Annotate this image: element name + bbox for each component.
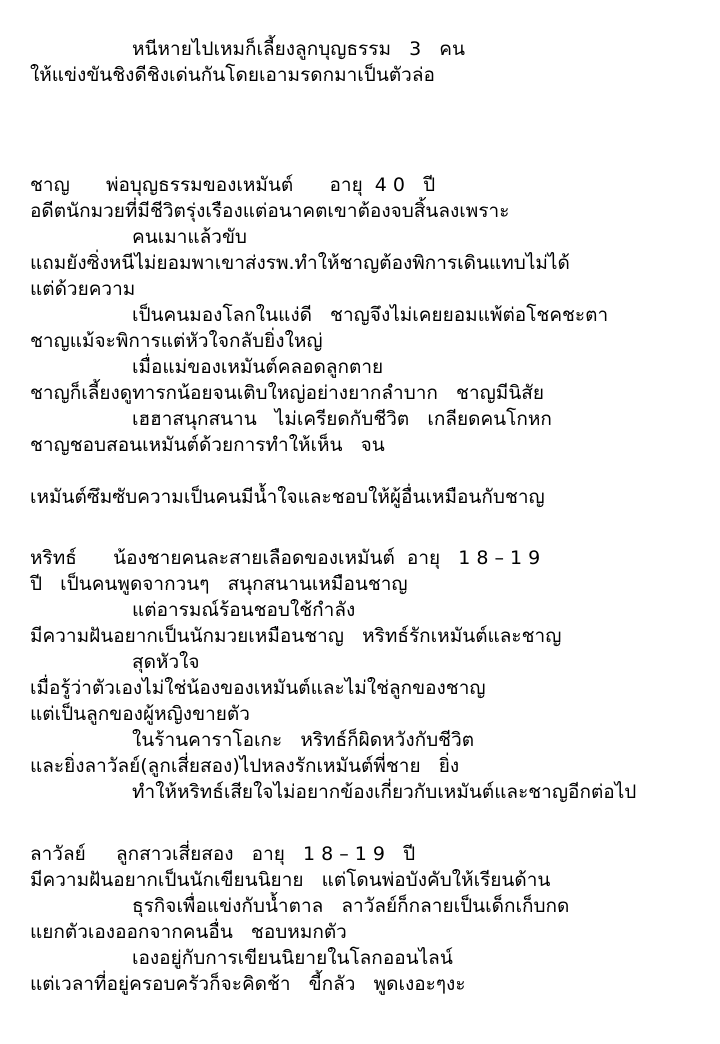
chan-line-5: แต่ด้วยความ [30,278,136,300]
harit-line-2: ปี เป็นคนพูดจากวนๆ สนุกสนานเหมือนชาญ [30,573,408,595]
harit-line-5: สุดหัวใจ [132,651,200,673]
intro-line-2: ให้แข่งขันชิงดีชิงเด่นกันโดยเอามรดกมาเป็นตัวล่อ [30,64,435,86]
harit-line-7: แต่เป็นลูกของผู้หญิงขายตัว [30,703,250,725]
chan-line-12: เหมันต์ซึมซับความเป็นคนมีน้ำใจและชอบให้ผู้อื่นเหมือนกับชาญ [30,486,545,508]
chan-line-4: แถมยังซิ่งหนีไม่ยอมพาเขาส่งรพ.ทำให้ชาญต้องพิการเดินแทบไม่ได้ [30,252,570,274]
chan-line-10: เฮฮาสนุกสนาน ไม่เครียดกับชีวิต เกลียดคนโกหก [132,408,552,430]
lawan-line-4: แยกตัวเองออกจากคนอื่น ชอบหมกตัว [30,921,347,943]
chan-line-8: เมื่อแม่ของเหมันต์คลอดลูกตาย [132,356,384,378]
chan-line-2: อดีตนักมวยที่มีชีวิตรุ่งเรืองแต่อนาคตเขาต้องจบสิ้นลงเพราะ [30,200,510,222]
harit-line-8: ในร้านคาราโอเกะ หริทธ์ก็ผิดหวังกับชีวิต [132,729,475,751]
harit-line-6: เมื่อรู้ว่าตัวเองไม่ใช่น้องของเหมันต์และไม่ใช่ลูกของชาญ [30,677,486,699]
chan-line-6: เป็นคนมองโลกในแง่ดี ชาญจึงไม่เคยยอมแพ้ต่อโชคชะตา [132,304,609,326]
lawan-heading-line: ลาวัลย์ ลูกสาวเสี่ยสอง อายุ 1 8 – 1 9 ปี [30,843,416,865]
harit-heading-line: หริทธ์ น้องชายคนละสายเลือดของเหมันต์ อายุ 1 8 – 1 9 [30,547,541,569]
chan-line-7: ชาญแม้จะพิการแต่หัวใจกลับยิ่งใหญ่ [30,330,323,352]
chan-heading-line: ชาญ พ่อบุญธรรมของเหมันต์ อายุ 4 0 ปี [30,174,436,196]
intro-line-1: หนีหายไปเหมก็เลี้ยงลูกบุญธรรม 3 คน [132,38,466,60]
lawan-line-6: แต่เวลาที่อยู่ครอบครัวก็จะคิดช้า ขี้กลัว พูดเงอะๆงะ [30,973,466,995]
lawan-line-3: ธุรกิจเพื่อแข่งกับน้ำตาล ลาวัลย์ก็กลายเป็นเด็กเก็บกด [132,895,570,917]
chan-line-3: คนเมาแล้วขับ [132,226,247,248]
harit-line-4: มีความฝันอยากเป็นนักมวยเหมือนชาญ หริทธ์รักเหมันต์และชาญ [30,625,562,647]
harit-line-10: ทำให้หริทธ์เสียใจไม่อยากข้องเกี่ยวกับเหมันต์และชาญอีกต่อไป [132,781,637,803]
chan-line-9: ชาญก็เลี้ยงดูทารกน้อยจนเติบใหญ่อย่างยากลำบาก ชาญมีนิสัย [30,382,545,404]
chan-line-11: ชาญชอบสอนเหมันต์ด้วยการทำให้เห็น จน [30,434,385,456]
harit-line-9: และยิ่งลาวัลย์(ลูกเสี่ยสอง)ไปหลงรักเหมันต์พี่ชาย ยิ่ง [30,755,460,777]
lawan-line-5: เองอยู่กับการเขียนนิยายในโลกออนไลน์ [132,947,453,969]
lawan-line-2: มีความฝันอยากเป็นนักเขียนนิยาย แต่โดนพ่อบังคับให้เรียนด้าน [30,869,551,891]
harit-line-3: แต่อารมณ์ร้อนชอบใช้กำลัง [132,599,356,621]
